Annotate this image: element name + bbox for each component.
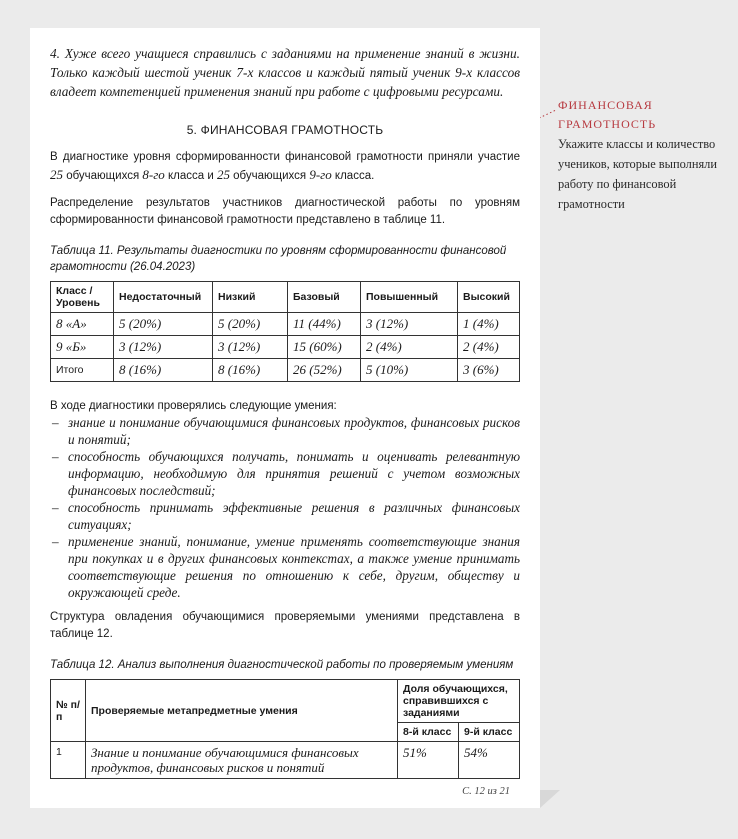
table-row <box>51 336 520 359</box>
table-cell: 8 (16%) <box>114 359 213 382</box>
table11-caption: Таблица 11. Результаты диагностики по уровням сформированности финансовой грамотности (26.04.2023) <box>50 245 507 273</box>
header-cell: Высокий <box>458 282 520 313</box>
participation-paragraph: В диагностике уровня сформированности финансовой грамотности приняли участие 25 обучающихся 8-го класса и 25 обучающихся 9-го класса. <box>50 151 520 182</box>
table-cell: 2 (4%) <box>458 336 520 359</box>
table-cell: 8 «А» <box>51 313 114 336</box>
header-cell: Базовый <box>288 282 361 313</box>
table-cell: 1 <box>51 742 86 779</box>
table-row <box>51 313 520 336</box>
header-cell: 9-й класс <box>459 723 520 742</box>
structure-paragraph: Структура овладения обучающимися проверяемыми умениями представлена в таблице 12. <box>50 611 520 640</box>
table-cell: 11 (44%) <box>288 313 361 336</box>
skills-lead: В ходе диагностики проверялись следующие умения: <box>50 400 337 412</box>
table-cell: 1 (4%) <box>458 313 520 336</box>
header-cell: Доля обучающихся, справившихся с заданиями <box>398 680 520 723</box>
table-cell: 3 (6%) <box>458 359 520 382</box>
table-cell: 5 (10%) <box>361 359 458 382</box>
table12-caption: Таблица 12. Анализ выполнения диагностической работы по проверяемым умениям <box>50 659 514 671</box>
table-cell: 51% <box>398 742 459 779</box>
section-title: 5. ФИНАНСОВАЯ ГРАМОТНОСТЬ <box>186 123 384 137</box>
header-cell: Низкий <box>213 282 288 313</box>
table-cell: 3 (12%) <box>213 336 288 359</box>
table-header-row <box>51 680 520 723</box>
page-number: С. 12 из 21 <box>462 786 510 797</box>
table-cell: 5 (20%) <box>114 313 213 336</box>
table-cell: 54% <box>459 742 520 779</box>
header-cell: Класс / Уровень <box>51 282 114 313</box>
list-item: – способность принимать эффективные решения в различных финансовых ситуациях; <box>52 500 520 532</box>
header-cell: № п/п <box>51 680 86 742</box>
margin-note-text: Укажите классы и количество учеников, которые выполняли работу по финансовой грамотности <box>558 137 717 211</box>
table-cell: 3 (12%) <box>114 336 213 359</box>
table-row <box>51 359 520 382</box>
table-cell: 8 (16%) <box>213 359 288 382</box>
table-cell: 26 (52%) <box>288 359 361 382</box>
table-cell: 5 (20%) <box>213 313 288 336</box>
header-cell: 8-й класс <box>398 723 459 742</box>
list-item: – знание и понимание обучающимися финансовых продуктов, финансовых рисков и понятий; <box>52 415 520 447</box>
table-cell: Итого <box>51 359 114 382</box>
skills-list <box>50 414 520 601</box>
margin-note-title: ФИНАНСОВАЯ ГРАМОТНОСТЬ <box>558 98 657 131</box>
table-cell: 9 «Б» <box>51 336 114 359</box>
table-cell: 2 (4%) <box>361 336 458 359</box>
table-11 <box>50 281 520 382</box>
header-cell: Повышенный <box>361 282 458 313</box>
intro-paragraph: 4. Хуже всего учащиеся справились с заданиями на применение знаний в жизни. Только каждый шестой ученик 7-х классов и каждый пятый ученик 9-х классов владеет компетенцией применения знаний при работе с цифровыми ресурсами. <box>50 46 520 99</box>
header-cell: Проверяемые метапредметные умения <box>86 680 398 742</box>
page-fold <box>540 790 560 808</box>
table-row <box>51 742 520 779</box>
document-page <box>30 28 540 808</box>
table-header-row <box>51 282 520 313</box>
list-item: – применение знаний, понимание, умение применять соответствующие знания при покупках и в других финансовых контекстах, а также умение принимать соответствующие решения по отношению к себе, другим, обществу и окружающей среде. <box>52 534 520 600</box>
margin-note <box>558 96 728 214</box>
table-12 <box>50 679 520 779</box>
list-item: – способность обучающихся получать, понимать и оценивать релевантную информацию, необходимую для принятия решений с учетом возможных финансовых последствий; <box>52 449 520 498</box>
table-cell: 3 (12%) <box>361 313 458 336</box>
header-cell: Недостаточный <box>114 282 213 313</box>
page-content <box>50 44 520 779</box>
table-cell: Знание и понимание обучающимися финансовых продуктов, финансовых рисков и понятий <box>86 742 398 779</box>
table-cell: 15 (60%) <box>288 336 361 359</box>
distribution-paragraph: Распределение результатов участников диагностической работы по уровням сформированности финансовой грамотности представлено в таблице 11. <box>50 197 520 226</box>
